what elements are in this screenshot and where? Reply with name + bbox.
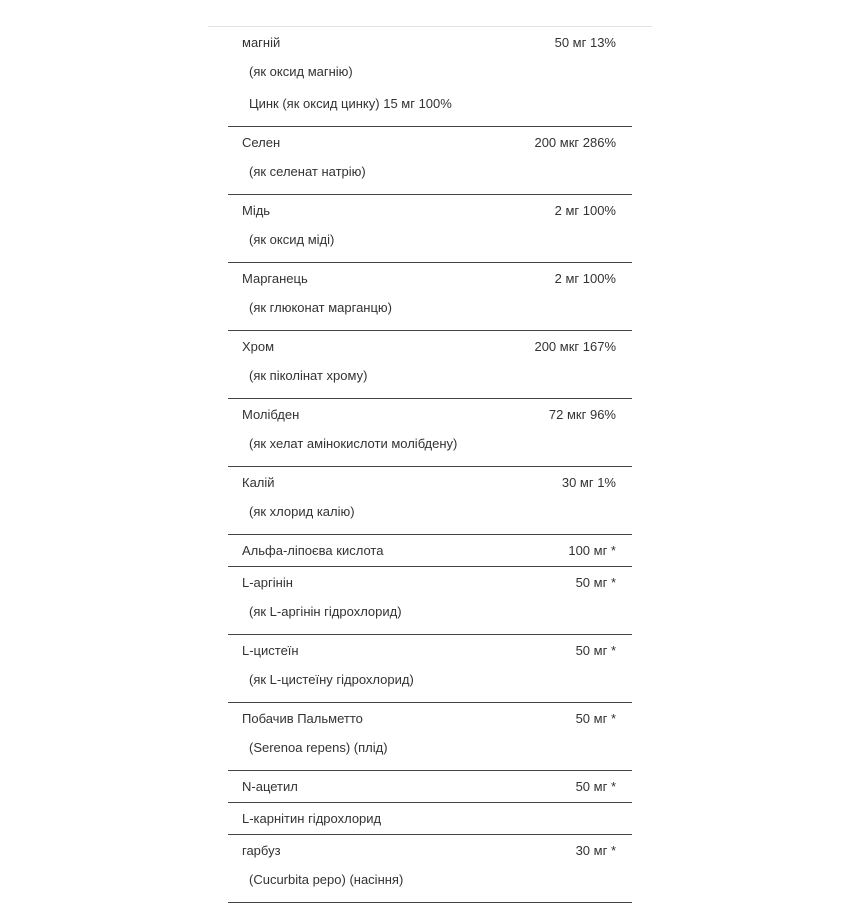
nutrient-source: (як L-аргінін гідрохлорид): [249, 603, 402, 619]
nutrient-amount: 2 мг 100%: [554, 203, 616, 218]
nutrient-amount: 50 мг *: [575, 575, 616, 590]
table-row: [228, 263, 632, 331]
nutrient-amount: 2 мг 100%: [554, 271, 616, 286]
nutrient-source: (як L-цистеїну гідрохлорид): [249, 671, 414, 687]
nutrient-source: (як оксид магнію): [249, 63, 353, 79]
nutrient-name: магній: [242, 35, 281, 50]
nutrient-amount: 72 мкг 96%: [548, 407, 616, 422]
nutrient-name: L-цистеїн: [242, 643, 299, 658]
nutrient-name: Молібден: [242, 407, 300, 422]
nutrient-amount: 50 мг 13%: [554, 35, 616, 50]
nutrient-name: Побачив Пальметто: [242, 711, 363, 726]
nutrient-amount: 50 мг *: [575, 779, 616, 794]
table-row: [228, 127, 632, 195]
nutrient-name: Хром: [242, 339, 275, 354]
nutrient-amount: 100 мг *: [568, 543, 616, 558]
table-row: [228, 399, 632, 467]
nutrient-amount: 50 мг *: [575, 643, 616, 658]
table-row: [228, 331, 632, 399]
table-row: [228, 635, 632, 703]
supplement-facts-table: [228, 27, 632, 903]
nutrient-source: (як селенат натрію): [249, 163, 366, 179]
nutrient-name: Калій: [242, 475, 275, 490]
table-row: [228, 703, 632, 771]
table-row: [228, 535, 632, 567]
nutrient-amount: 30 мг *: [575, 843, 616, 858]
table-row: [228, 195, 632, 263]
nutrient-amount: 30 мг 1%: [561, 475, 616, 490]
nutrient-name: Альфа-ліпоєва кислота: [242, 543, 384, 558]
nutrient-amount: 200 мкг 167%: [534, 339, 616, 354]
nutrient-name: Селен: [242, 135, 281, 150]
nutrient-source: (як хлорид калію): [249, 503, 355, 519]
nutrient-name: L-карнітин гідрохлорид: [242, 811, 382, 826]
nutrient-name: Мідь: [242, 203, 271, 218]
table-row: [228, 771, 632, 803]
nutrient-name: Марганець: [242, 271, 308, 286]
table-row: [228, 467, 632, 535]
nutrient-name: гарбуз: [242, 843, 281, 858]
nutrient-name: N-ацетил: [242, 779, 298, 794]
nutrient-source: (Cucurbita pepo) (насіння): [249, 871, 404, 887]
nutrient-source: (як оксид міді): [249, 231, 335, 247]
table-row: [228, 803, 632, 835]
nutrient-amount: 50 мг *: [575, 711, 616, 726]
nutrient-source: (Serenoa repens) (плід): [249, 739, 388, 755]
nutrient-name: L-аргінін: [242, 575, 293, 590]
nutrient-source: (як пiколінат хрому): [249, 367, 368, 383]
table-row: [228, 567, 632, 635]
nutrient-source: (як глюконат марганцю): [249, 299, 392, 315]
nutrient-amount: 200 мкг 286%: [534, 135, 616, 150]
nutrient-source: Цинк (як оксид цинку) 15 мг 100%: [249, 95, 452, 111]
table-row: [228, 835, 632, 903]
nutrient-source: (як хелат амінокислоти молібдену): [249, 435, 458, 451]
table-row: [228, 27, 632, 127]
